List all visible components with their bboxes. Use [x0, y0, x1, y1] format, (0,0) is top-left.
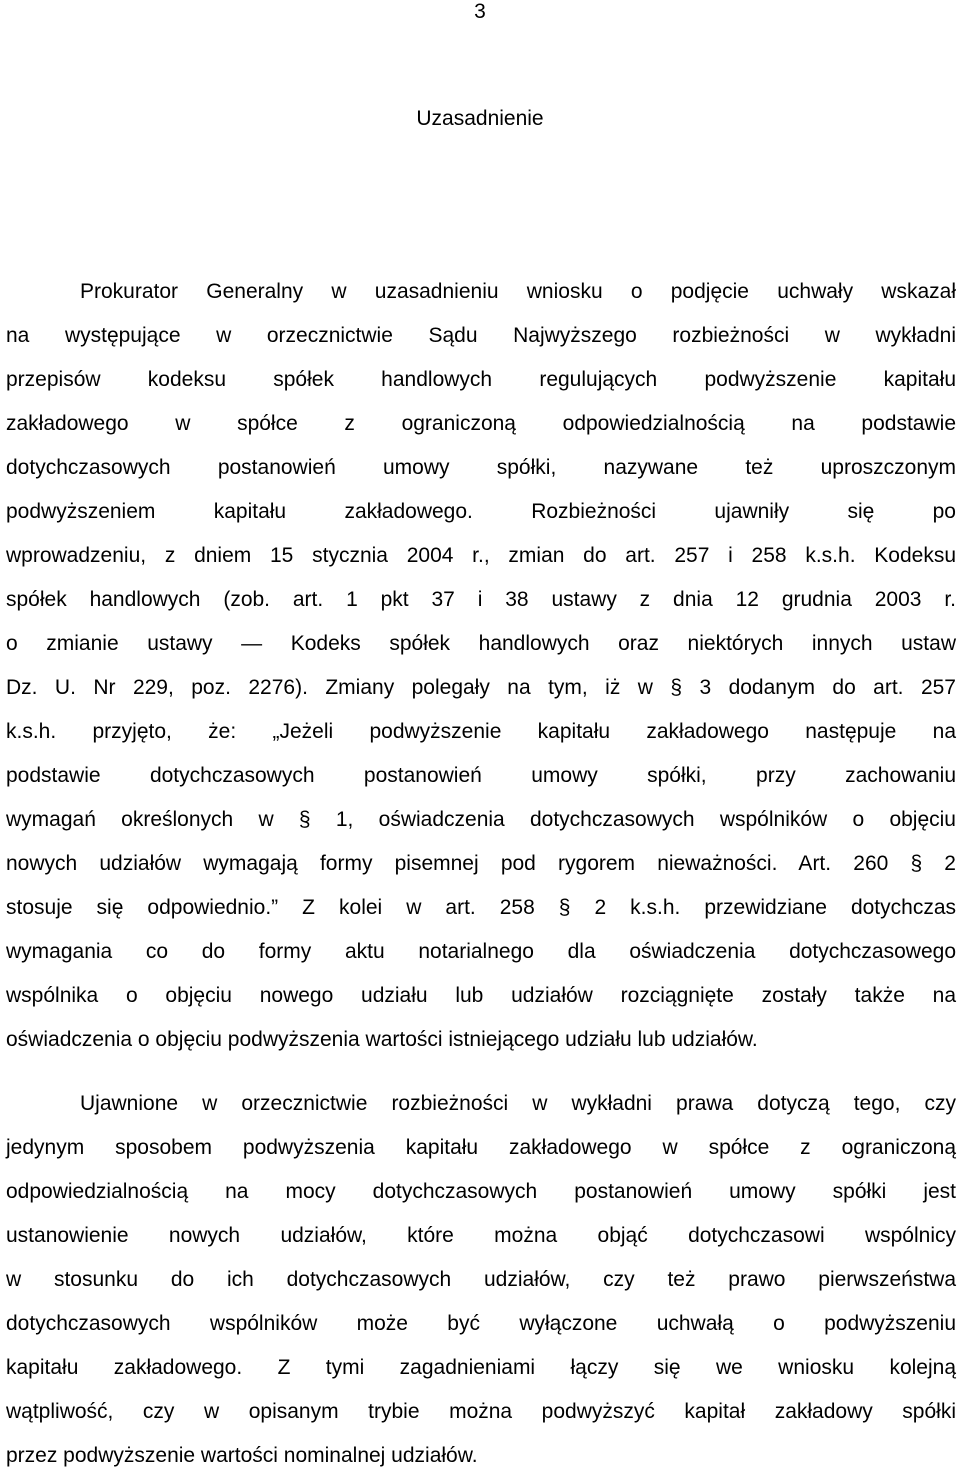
- text-line: spółek handlowych (zob. art. 1 pkt 37 i 38 ustawy z dnia 12 grudnia 2003 r.: [6, 588, 956, 611]
- text-line: dotychczasowych postanowień umowy spółki, nazywane też uproszczonym: [6, 456, 956, 479]
- text-line: wprowadzeniu, z dniem 15 stycznia 2004 r., zmian do art. 257 i 258 k.s.h. Kodeksu: [6, 544, 956, 567]
- text-line: nowych udziałów wymagają formy pisemnej pod rygorem nieważności. Art. 260 § 2: [6, 852, 956, 875]
- text-line: zakładowego w spółce z ograniczoną odpowiedzialnością na podstawie: [6, 412, 956, 435]
- page-number: 3: [474, 0, 486, 23]
- text-line: ustanowienie nowych udziałów, które można objąć dotychczasowi wspólnicy: [6, 1224, 956, 1247]
- text-line: kapitału zakładowego. Z tymi zagadnieniami łączy się we wniosku kolejną: [6, 1356, 956, 1379]
- text-line: wymagania co do formy aktu notarialnego dla oświadczenia dotychczasowego: [6, 940, 956, 963]
- text-line: podwyższeniem kapitału zakładowego. Rozbieżności ujawniły się po: [6, 500, 956, 523]
- text-line: wątpliwość, czy w opisanym trybie można podwyższyć kapitał zakładowy spółki: [6, 1400, 956, 1423]
- text-line: Dz. U. Nr 229, poz. 2276). Zmiany polegały na tym, iż w § 3 dodanym do art. 257: [6, 676, 956, 699]
- document-title: Uzasadnienie: [416, 107, 544, 130]
- paragraph: [6, 270, 956, 1062]
- text-line: podstawie dotychczasowych postanowień umowy spółki, przy zachowaniu: [6, 764, 956, 787]
- text-line: wspólnika o objęciu nowego udziału lub udziałów rozciągnięte zostały także na: [6, 984, 956, 1007]
- text-line: o zmianie ustawy ― Kodeks spółek handlowych oraz niektórych innych ustaw: [6, 632, 956, 655]
- text-line: oświadczenia o objęciu podwyższenia wartości istniejącego udziału lub udziałów.: [6, 1028, 758, 1051]
- paragraph: [6, 1082, 956, 1478]
- text-line: wymagań określonych w § 1, oświadczenia dotychczasowych wspólników o objęciu: [6, 808, 956, 831]
- text-line: na występujące w orzecznictwie Sądu Najwyższego rozbieżności w wykładni: [6, 324, 956, 347]
- text-line: w stosunku do ich dotychczasowych udziałów, czy też prawo pierwszeństwa: [6, 1268, 956, 1291]
- text-line: jedynym sposobem podwyższenia kapitału zakładowego w spółce z ograniczoną: [6, 1136, 956, 1159]
- text-line: przepisów kodeksu spółek handlowych regulujących podwyższenie kapitału: [6, 368, 956, 391]
- text-line: dotychczasowych wspólników może być wyłączone uchwałą o podwyższeniu: [6, 1312, 956, 1335]
- text-line: odpowiedzialnością na mocy dotychczasowych postanowień umowy spółki jest: [6, 1180, 956, 1203]
- text-line: k.s.h. przyjęto, że: „Jeżeli podwyższenie kapitału zakładowego następuje na: [6, 720, 956, 743]
- text-line: Ujawnione w orzecznictwie rozbieżności w wykładni prawa dotyczą tego, czy: [80, 1092, 956, 1115]
- text-line: przez podwyższenie wartości nominalnej udziałów.: [6, 1444, 478, 1467]
- text-line: stosuje się odpowiednio.” Z kolei w art. 258 § 2 k.s.h. przewidziane dotychczas: [6, 896, 956, 919]
- text-line: Prokurator Generalny w uzasadnieniu wniosku o podjęcie uchwały wskazał: [80, 280, 956, 303]
